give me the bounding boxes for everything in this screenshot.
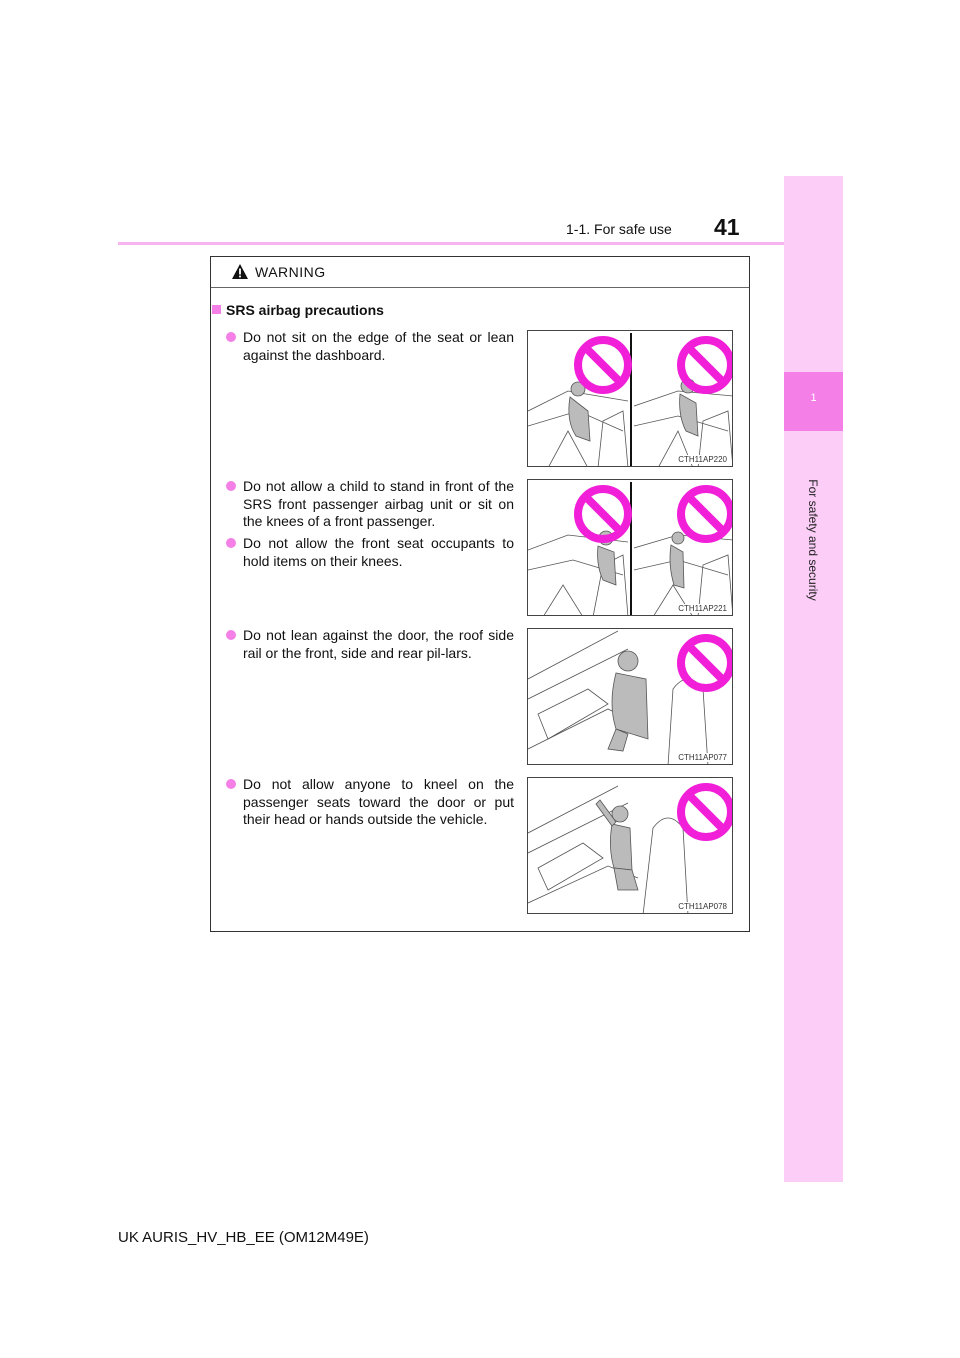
bullet-text: Do not lean against the door, the roof side rail or the front, side and rear pil-lars. <box>243 627 514 661</box>
illustration-code: CTH11AP078 <box>678 902 727 911</box>
bullet-dot-icon <box>226 779 236 789</box>
bullet-item <box>226 776 514 829</box>
bullet-item <box>226 535 514 570</box>
illustration-leaning-on-door <box>527 628 733 765</box>
bullet-dot-icon <box>226 630 236 640</box>
illustration-code: CTH11AP221 <box>678 604 727 613</box>
bullet-dot-icon <box>226 481 236 491</box>
illustration-code: CTH11AP220 <box>678 455 727 464</box>
section-title-text: SRS airbag precautions <box>226 302 384 318</box>
section-reference: 1-1. For safe use <box>566 221 672 237</box>
chapter-title: For safety and security <box>806 479 820 601</box>
bullet-dot-icon <box>226 538 236 548</box>
chapter-side-tab <box>784 176 843 1182</box>
bullet-item <box>226 329 514 364</box>
prohibition-icon <box>681 340 731 390</box>
prohibition-icon <box>578 340 628 390</box>
square-bullet-icon <box>212 305 221 314</box>
warning-header <box>211 257 749 288</box>
warning-title: WARNING <box>255 264 326 280</box>
illustration-child-in-front-seat <box>527 479 733 616</box>
bullet-text: Do not allow anyone to kneel on the passenger seats toward the door or put their head or hands outside the vehicle. <box>243 776 514 827</box>
header-rule <box>118 242 784 245</box>
prohibition-icon <box>681 638 731 688</box>
section-title <box>212 302 384 318</box>
bullet-text: Do not sit on the edge of the seat or lean against the dashboard. <box>243 329 514 363</box>
prohibition-icon <box>681 489 731 539</box>
prohibition-icon <box>681 787 731 837</box>
page-number: 41 <box>714 214 740 240</box>
bullet-text: Do not allow a child to stand in front of the SRS front passenger airbag unit or sit on the knees of a front passenger. <box>243 478 514 529</box>
chapter-number: 1 <box>810 392 817 404</box>
bullet-item <box>226 478 514 531</box>
illustration-code: CTH11AP077 <box>678 753 727 762</box>
illustration-sitting-on-seat-edge <box>527 330 733 467</box>
illustration-kneeling-on-seat <box>527 777 733 914</box>
bullet-item <box>226 627 514 662</box>
model-code-footer: UK AURIS_HV_HB_EE (OM12M49E) <box>118 1229 369 1246</box>
bullet-dot-icon <box>226 332 236 342</box>
chapter-title-wrap <box>790 440 836 640</box>
warning-triangle-icon <box>231 263 249 280</box>
bullet-text: Do not allow the front seat occupants to hold items on their knees. <box>243 535 514 569</box>
